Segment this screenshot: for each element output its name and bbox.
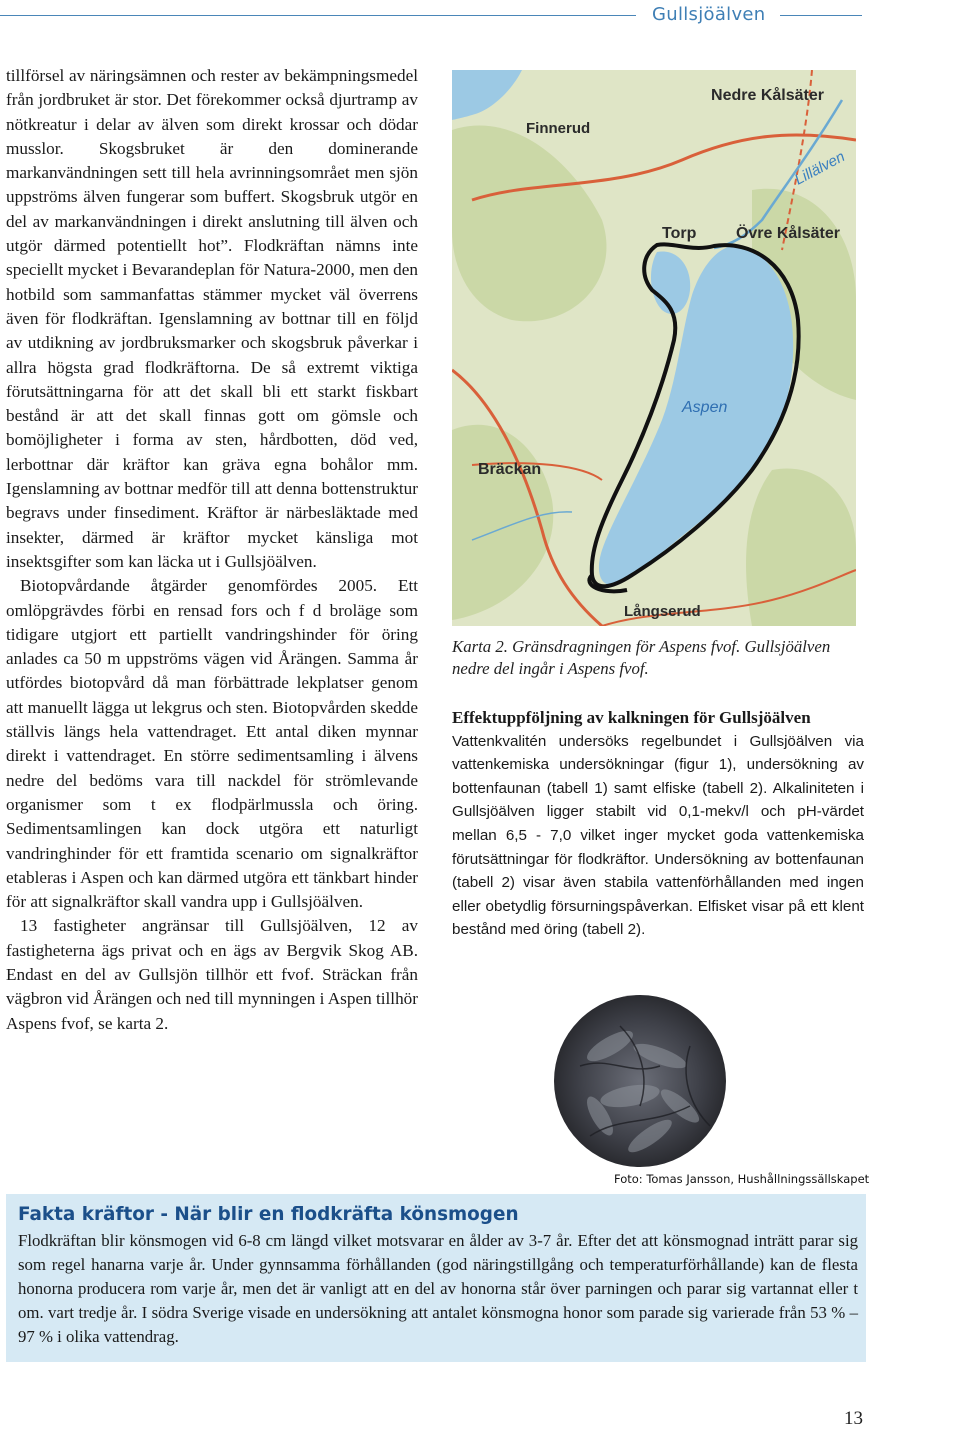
map-label-ovre-kalsater: Övre Kålsäter [735, 225, 840, 242]
map-label-aspen: Aspen [682, 399, 728, 416]
left-column [6, 64, 418, 1036]
crayfish-photo [540, 986, 740, 1176]
map-caption [452, 636, 862, 680]
section-text: Vattenkvalitén undersöks regelbundet i Gullsjöälven via vattenkemiska undersökningar (figur 1), undersökning av bottenfaunan (tabell 1) samt elfiske (tabell 2). Alkaliniteten i Gullsjöälven ligger stabilt vid 0,1-mekv/l och pH-värdet mellan 6,5 - 7,0 vilket inger mycket goda vattenkemiska förutsättningar för flodkräftor. Undersökning av bottenfaunan (tabell 2) visar även stabila vattenförhållanden med ingen eller obetydlig försurningspåverkan. Elfisket visar på ett klent bestånd med öring (tabell 2). [452, 732, 864, 939]
photo-credit: Foto: Tomas Jansson, Hushållningssällskapet [614, 1172, 870, 1186]
map-label-finnerud: Finnerud [526, 120, 591, 137]
section-heading: Effektuppföljning av kalkningen för Gullsjöälven [452, 708, 811, 727]
fact-box-text: Flodkräftan blir könsmogen vid 6-8 cm längd vilket motsvarar en ålder av 3-7 år. Efter det att könsmognad inträtt parar sig som regel hanarna varje år. Under gynnsamma förhållanden (god näringstillgång och temperaturförhållande) kan de flesta honorna producera rom varje år, men det är vanligt att en del av honorna står över parningen och parar sig vartannat eller t om. vart tredje år. I södra Sverige visade en undersökning att antalet könsmogna honor som parade sig varierade från 53 % – 97 % i olika vattendrag. [18, 1231, 858, 1346]
running-header [0, 0, 960, 32]
header-rule-right [780, 15, 862, 16]
map-label-lillalven: Lillälven [791, 148, 848, 189]
left-paragraph-2: Biotopvårdande åtgärder genomfördes 2005. Ett omlöpgrävdes förbi en rensad fors och f d broläge som tidigare utgjort ett partiellt vandringshinder för öring anlades ca 50 m uppströms vägen vid Årängen. Samma år utfördes biotopvård då man förbättrade lekplatser genom att manuellt lägga ut lekgrus och sten. Biotopvården skedde ställvis längs hela vattendraget. Ett antal diken mynnar direkt i vattendraget. En större sedimentsamling i älvens nedre del bedöms vara till nackdel för strömlevande organismer som t ex flodpärlmussla och öring. Sedimentsamlingen kan dock utgöra ett naturligt vandringhinder för ett framtida scenario om signalkräftor etableras i Aspen och kan därmed utgöra ett tänkbart hinder för att signalkräftor skall vandra upp i Gullsjöälven. [6, 576, 418, 912]
fact-box [6, 1194, 866, 1362]
page-number: 13 [844, 1408, 863, 1429]
map-label-nedre-kalsater: Nedre Kålsäter [711, 87, 824, 104]
fact-box-title: Fakta kräftor - När blir en flodkräfta könsmogen [18, 1204, 519, 1225]
right-column [452, 706, 864, 942]
map-label-brackan: Bräckan [478, 461, 542, 478]
map-label-langserud: Långserud [624, 603, 701, 620]
map-label-torp: Torp [662, 225, 697, 242]
map-karta-2 [452, 70, 856, 626]
caption-text: Gränsdragningen för Aspens fvof. Gullsjöälven nedre del ingår i Aspens fvof. [452, 637, 831, 678]
header-rule-left [0, 15, 636, 16]
header-title: Gullsjöälven [652, 4, 766, 25]
left-paragraph-3: 13 fastigheter angränsar till Gullsjöälven, 12 av fastigheterna ägs privat och en ägs av Bergvik Skog AB. Endast en del av Gullsjön tillhör ett fvof. Sträckan från vägbron vid Årängen och ned till mynningen i Aspen tillhör Aspens fvof, se karta 2. [6, 916, 418, 1033]
caption-label: Karta 2. [452, 637, 508, 656]
left-paragraph-1: tillförsel av näringsämnen och rester av bekämpningsmedel från jordbruket är stor. Det förekommer också djurtramp av nötkreatur i delar av älven som direkt krossar och dödar musslor. Skogsbruket är den dominerande markanvändningen sett till hela avrinningsområet men sjön uppströms älven fungerar som buffert. Skogsbruk utgör en del av markanvändningen i direkt anslutning till älven och utgör därmed potentiellt hot”. Flodkräftan nämns inte speciellt mycket i Bevarandeplan för Natura-2000, men den hotbild som sammanfattas stämmer mycket väl överrens även för flodkräftan. Igenslamning av bottnar till en följd av utdikning av jordbruksmarker och skogsbruk påverkar i allra högsta grad flodkräftorna. De så extremt viktiga förutsättningarna för att det skall bli ett starkt fiskbart bestånd är att det skall finnas gott om gömsle och bomöjligheter i forma av sten, hårdbotten, död ved, lerbottnar där kräftor kan gräva egna bohålor mm. Igenslamning av bottnar medför till att denna bottenstruktur begravs under finsediment. Kräftor är närbesläktade med insekter, därmed är kräftor mycket känsliga mot insektsgifter som kan läcka ut i Gullsjöälven. [6, 66, 418, 571]
